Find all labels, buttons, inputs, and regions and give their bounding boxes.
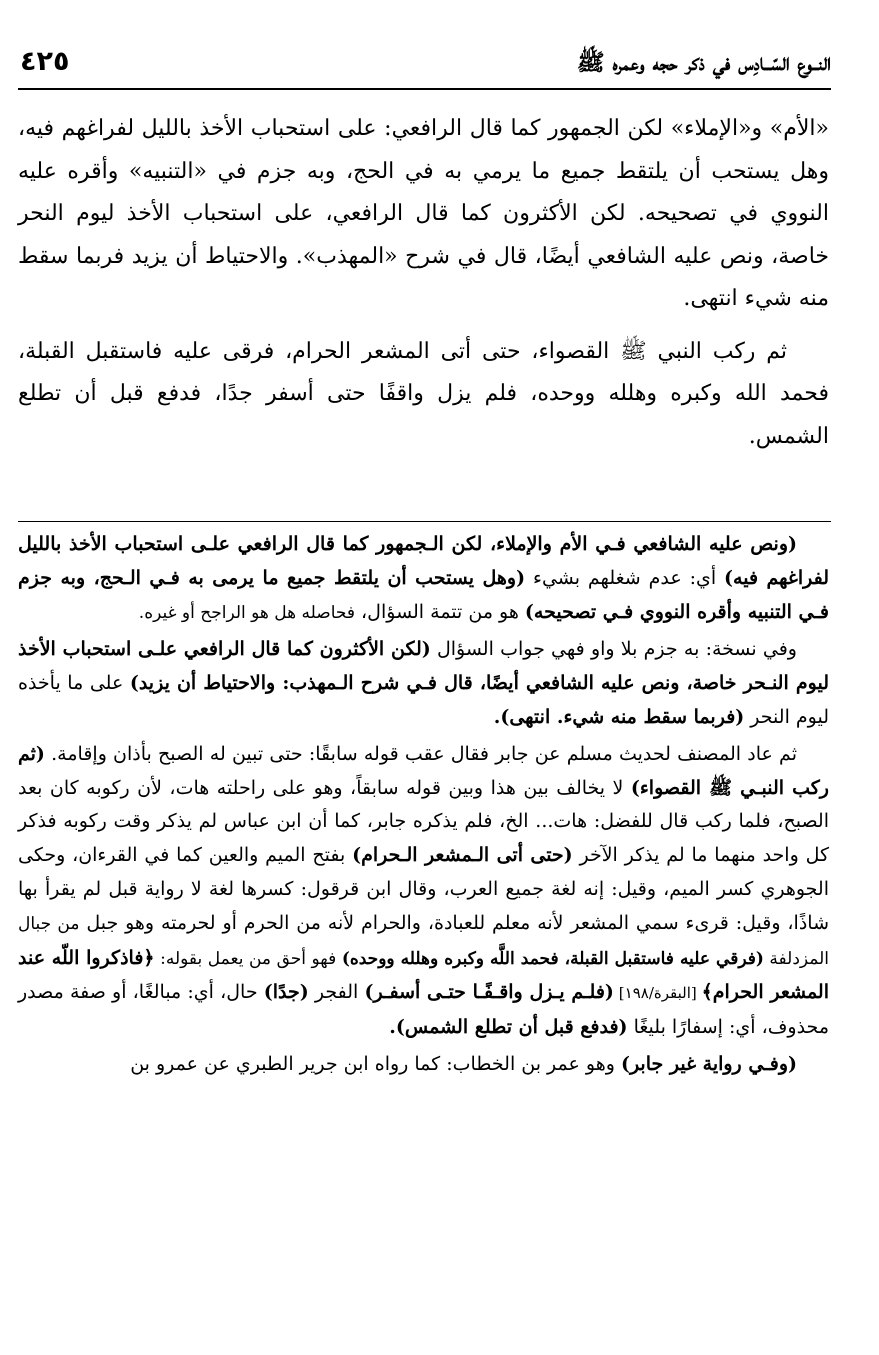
quoted-text: (فرقي عليه فاستقبل القبلة، فحمد اللَّه وكبره وهلله ووحده) — [341, 948, 764, 969]
explanation-text: هو من تتمة السؤال، — [355, 600, 525, 623]
quoted-text: (وفـي رواية غير جابر) — [620, 1052, 797, 1075]
explanation-text: على ما يأخذه ليوم النحر — [18, 672, 829, 728]
commentary-paragraph — [18, 633, 829, 734]
verse-reference: [البقرة/١٩٨] — [613, 984, 702, 1003]
explanation-text: أي: عدم شغلهم بشيء — [525, 566, 725, 589]
commentary-paragraph — [18, 738, 829, 1045]
explanation-text: من جبال المزدلفة — [18, 913, 829, 969]
quoted-text: (جدًا) — [263, 981, 309, 1004]
quoted-text: (ثم ركب النبـي ﷺ القصواء) — [18, 742, 829, 799]
explanation-text: فهو أحق من يعمل بقوله: — [154, 948, 342, 969]
explanation-text: وهو عمر بن الخطاب: كما رواه ابن جرير الطبري عن عمرو بن — [130, 1052, 621, 1075]
quoted-text: (فلـم يـزل واقـفًـا حتـى أسفـر) — [364, 981, 614, 1004]
main-text — [18, 108, 829, 458]
explanation-text: ثم عاد المصنف لحديث مسلم عن جابر فقال عقب قوله سابقًا: حتى تبين له الصبح بأذان وإقامة. — [44, 742, 797, 765]
page-header — [18, 40, 831, 90]
commentary-paragraph — [18, 528, 829, 630]
quran-verse: ﴿فاذكروا اللّه عند المشعر الحرام﴾ — [18, 946, 829, 1004]
commentary — [18, 528, 829, 1082]
explanation-text: وفي نسخة: به جزم بلا واو فهي جواب السؤال — [430, 638, 797, 661]
explanation-text: الفجر — [308, 981, 365, 1004]
quoted-text: (فدفع قبل أن تطلع الشمس). — [389, 1016, 628, 1039]
commentary-paragraph — [18, 1048, 829, 1082]
page-number: ٤٢٥ — [20, 46, 70, 77]
quoted-text: (فربما سقط منه شيء. انتهى). — [493, 705, 745, 728]
running-title: النــوع السّــادِس في ذكر حجه وعمره ﷺ — [576, 49, 831, 76]
explanation-text: حال، أي: مبالغًا، أو صفة مصدر محذوف، أي: إسفارًا بليغًا — [18, 981, 829, 1039]
main-paragraph: ثم ركب النبي ﷺ القصواء، حتى أتى المشعر الحرام، فرقى عليه فاستقبل القبلة، فحمد الله وكبره وهلله ووحده، فلم يزل واقفًا حتى أسفر جدًا، فدفع قبل أن تطلع الشمس. — [18, 338, 829, 449]
quoted-text: (لكن الأكثرون كما قال الرافعي علـى استحباب الأخذ ليوم النـحر خاصة، ونص عليه الشافعي أيضًا، قال فـي شرح الـمهذب: والاحتياط أن يزيد) — [18, 638, 829, 695]
explanation-text: فحاصله هل هو الراجح أو غيره. — [138, 602, 355, 623]
quoted-text: (وهل يستحب أن يلتقط جميع ما يرمى به فـي الـحج، وبه جزم فـي التنبيه وأقره النووي فـي تصحيحه) — [18, 566, 829, 623]
footnote-divider — [18, 521, 831, 522]
quoted-text: (حتى أتى الـمشعر الـحرام) — [352, 844, 573, 867]
quoted-text: (ونص عليه الشافعي فـي الأم والإملاء، لكن الـجمهور كما قال الرافعي علـى استحباب الأخذ بالليل لفراغهم فيه) — [18, 533, 829, 589]
explanation-text: بفتح الميم والعين كما في القرءان، وحكى الجوهري كسر الميم، وقيل: إنه لغة جميع العرب، وقال ابن قرقول: كسرها لغة لا رواية قبل لم يقرأ بها شاذًا، وقيل: قرىء سمي المشعر لأنه معلم للعبادة، والحرام لأنه من الحرم أو لحرمته وهو جبل — [18, 844, 830, 934]
main-paragraph: «الأم» و«الإملاء» لكن الجمهور كما قال الرافعي: على استحباب الأخذ بالليل لفراغهم فيه، وهل يستحب أن يلتقط جميع ما يرمي به في الحج، وبه جزم في «التنبيه» وأقره عليه النووي في تصحيحه. لكن الأكثرون كما قال الرافعي، على استحباب الأخذ ليوم النحر خاصة، ونص عليه الشافعي أيضًا، قال في شرح «المهذب». والاحتياط أن يزيد فربما سقط منه شيء انتهى. — [18, 116, 829, 311]
explanation-text: لا يخالف بين هذا وبين قوله سابقاً، وهو على راحلته هات، لأن ركوبه كان بعد الصبح، فلما ركب قال للفضل: هات... الخ، فلم يذكره جابر، كما أن ابن عباس لم يذكر وقت ركوبه فذكر كل واحد منهما ما لم يذكر الآخر — [18, 776, 829, 867]
